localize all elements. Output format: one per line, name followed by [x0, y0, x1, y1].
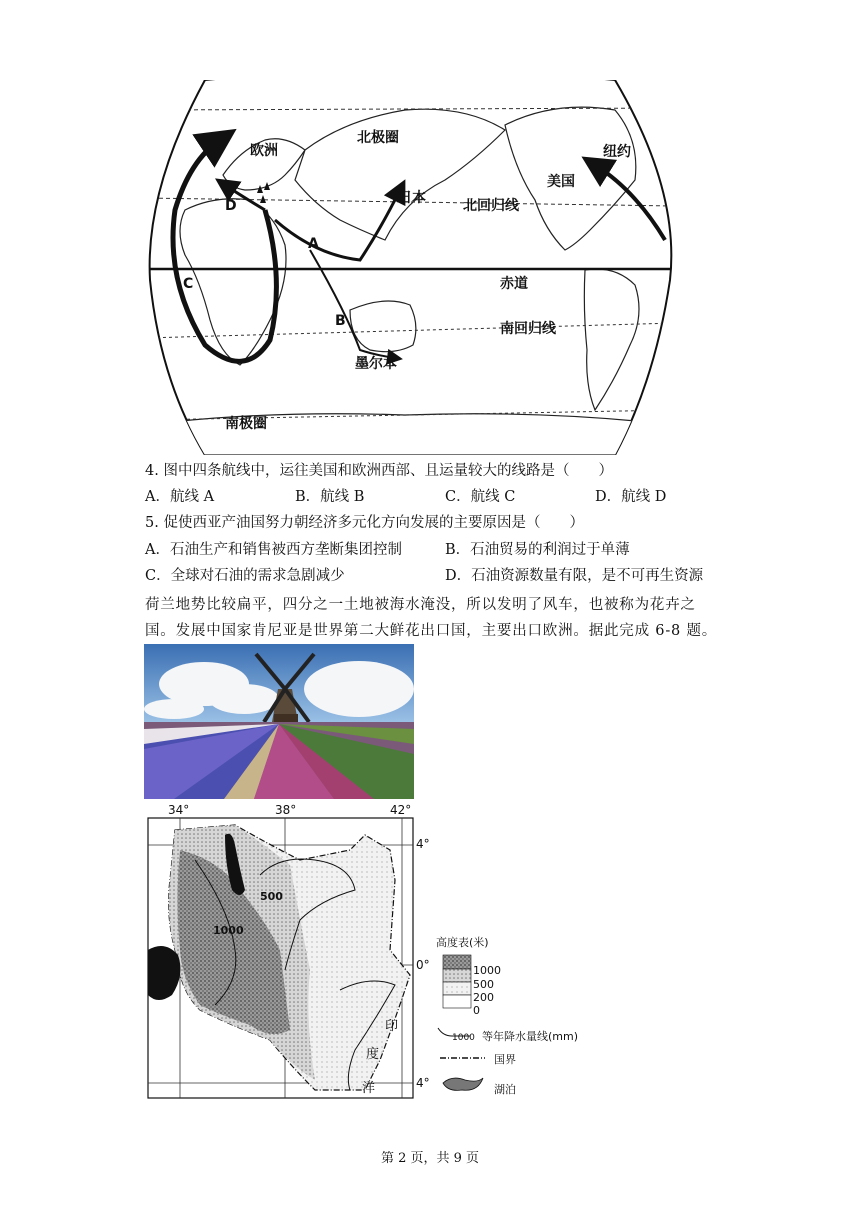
legend-level-200: 200	[473, 991, 494, 1004]
windmill-tulip-photo	[144, 644, 414, 799]
lon-label-34: 34°	[168, 803, 190, 817]
label-europe: 欧洲	[250, 143, 278, 159]
legend-level-500: 500	[473, 978, 494, 991]
label-tropic-capricorn: 南回归线	[500, 321, 556, 337]
legend-swatch-0	[443, 995, 471, 1008]
legend-lake-label: 湖泊	[494, 1083, 516, 1096]
legend-swatch-200	[443, 982, 471, 995]
question-5-option-b[interactable]: B．石油贸易的利润过于单薄	[445, 542, 630, 558]
page-footer: 第 2 页，共 9 页	[380, 1151, 480, 1166]
label-route-a: A	[308, 236, 319, 252]
legend-level-0: 0	[473, 1004, 480, 1017]
question-4-option-d[interactable]: D．航线 D	[595, 489, 667, 505]
label-japan: 日本	[398, 190, 426, 206]
question-5-option-c[interactable]: C．全球对石油的需求急剧减少	[145, 568, 345, 584]
lon-label-38: 38°	[275, 803, 297, 817]
kenya-legend	[436, 935, 578, 1096]
question-4-option-b[interactable]: B．航线 B	[295, 489, 365, 505]
world-shipping-map	[145, 80, 675, 455]
label-route-b: B	[335, 313, 346, 329]
label-new-york: 纽约	[603, 144, 631, 160]
question-4-option-c[interactable]: C．航线 C	[445, 489, 516, 505]
legend-isohyet-label: 等年降水量线(mm)	[482, 1030, 579, 1043]
label-equator: 赤道	[500, 276, 528, 292]
question-5-stem: 5. 促使西亚产油国努力朝经济多元化方向发展的主要原因是（ ）	[145, 515, 584, 531]
legend-lake-swatch	[443, 1078, 483, 1090]
lat-label-0: 0°	[416, 958, 430, 972]
label-tropic-cancer: 北回归线	[463, 198, 519, 214]
question-4-stem: 4. 图中四条航线中，运往美国和欧洲西部、且运量较大的线路是（ ）	[145, 463, 613, 479]
question-5-option-d[interactable]: D．石油资源数量有限，是不可再生资源	[445, 568, 704, 584]
contour-label-1000: 1000	[213, 924, 244, 937]
label-arctic-circle: 北极圈	[357, 130, 399, 146]
legend-title: 高度表(米)	[436, 936, 489, 949]
passage-line-1: 荷兰地势比较扁平，四分之一土地被海水淹没，所以发明了风车，也被称为花卉之	[145, 597, 696, 613]
question-4-option-a[interactable]: A．航线 A	[145, 489, 215, 505]
label-route-c: C	[183, 276, 194, 292]
tulip-field	[144, 722, 414, 799]
passage-line-2: 国。发展中国家肯尼亚是世界第二大鲜花出口国，主要出口欧洲。据此完成 6-8 题。	[145, 623, 718, 639]
legend-isohyet-sample: 1000	[452, 1033, 475, 1043]
legend-border-label: 国界	[494, 1053, 516, 1066]
ocean-char-1: 印	[385, 1019, 399, 1034]
contour-label-500: 500	[260, 890, 283, 903]
kenya-map	[140, 800, 620, 1105]
ocean-char-2: 度	[366, 1047, 380, 1062]
legend-swatch-1000	[443, 955, 471, 969]
ocean-char-3: 洋	[362, 1081, 376, 1096]
label-usa: 美国	[547, 174, 575, 190]
legend-level-1000: 1000	[473, 964, 501, 977]
label-route-d: D	[225, 198, 237, 214]
question-5-option-a[interactable]: A．石油生产和销售被西方垄断集团控制	[145, 542, 402, 558]
lat-label-4s: 4°	[416, 1076, 430, 1090]
lon-label-42: 42°	[390, 803, 412, 817]
lat-label-4n: 4°	[416, 837, 430, 851]
legend-swatch-500	[443, 969, 471, 982]
label-melbourne: 墨尔本	[355, 356, 397, 372]
label-antarctic-circle: 南极圈	[225, 416, 267, 432]
